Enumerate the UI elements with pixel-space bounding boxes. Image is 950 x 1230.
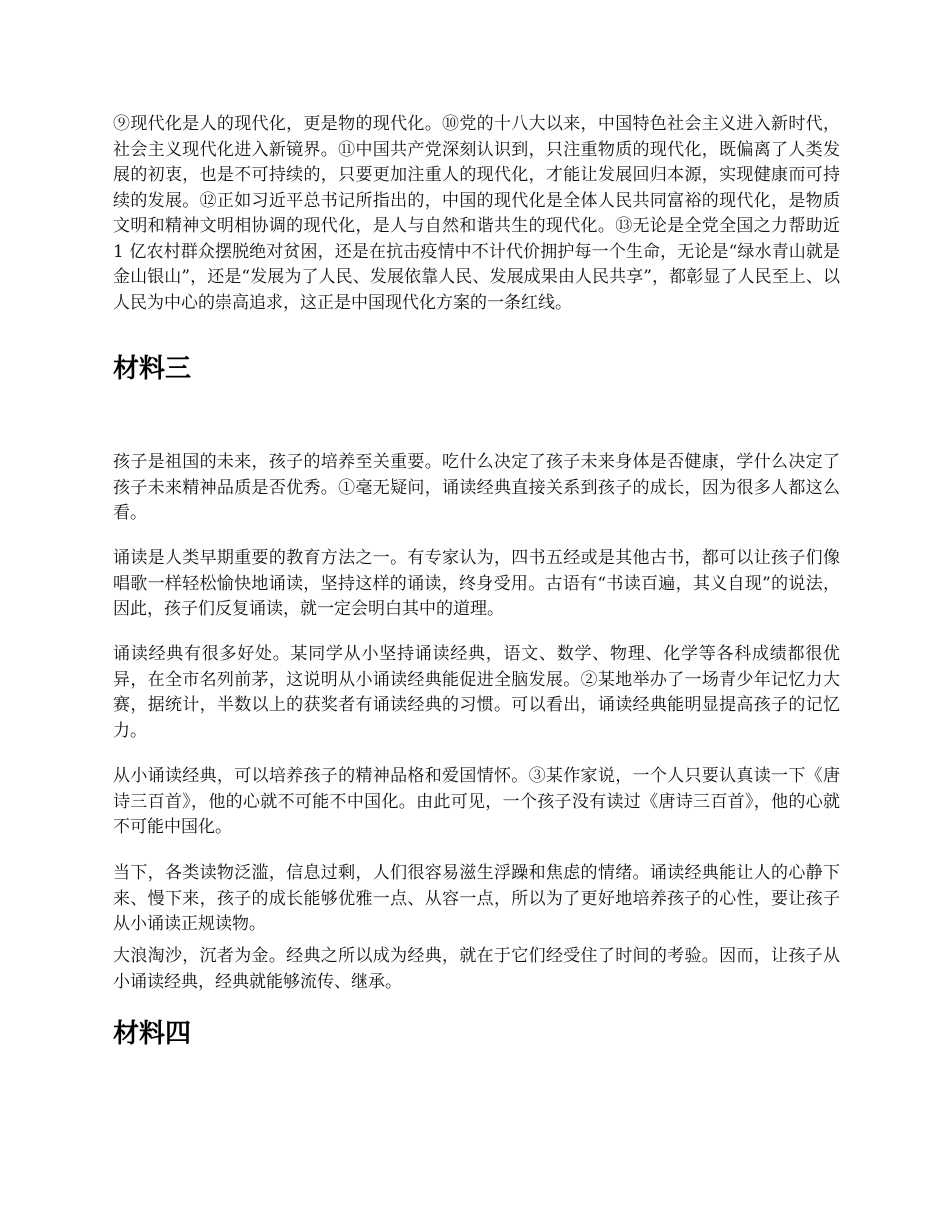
section-three-paragraph-4: 从小诵读经典，可以培养孩子的精神品格和爱国情怀。③某作家说，一个人只要认真读一下《唐诗三百首》，他的心就不可能不中国化。由此可见，一个孩子没有读过《唐诗三百首》，他的心就不可能中国化。 [113, 766, 840, 837]
section-three-paragraph-6: 大浪淘沙，沉者为金。经典之所以成为经典，就在于它们经受住了时间的考验。因而，让孩子从小诵读经典，经典就能够流传、继承。 [113, 946, 840, 992]
section-three-paragraph-1: 孩子是祖国的未来，孩子的培养至关重要。吃什么决定了孩子未来身体是否健康，学什么决定了孩子未来精神品质是否优秀。①毫无疑问，诵读经典直接关系到孩子的成长，因为很多人都这么看。 [113, 452, 840, 523]
section-three-paragraph-5: 当下，各类读物泛滥，信息过剩，人们很容易滋生浮躁和焦虑的情绪。诵读经典能让人的心静下来、慢下来，孩子的成长能够优雅一点、从容一点，所以为了更好地培养孩子的心性，要让孩子从小诵读正规读物。 [113, 863, 840, 934]
section-three-paragraph-3: 诵读经典有很多好处。某同学从小坚持诵读经典，语文、数学、物理、化学等各科成绩都很优异，在全市名列前茅，这说明从小诵读经典能促进全脑发展。②某地举办了一场青少年记忆力大赛，据统计，半数以上的获奖者有诵读经典的习惯。可以看出，诵读经典能明显提高孩子的记忆力。 [113, 644, 840, 741]
section-three-heading: 材料三 [113, 354, 192, 384]
section-four-heading: 材料四 [113, 1019, 192, 1049]
section-two-paragraph: ⑨现代化是人的现代化，更是物的现代化。⑩党的十八大以来，中国特色社会主义进入新时代，社会主义现代化进入新镜界。⑪中国共产党深刻认识到，只注重物质的现代化，既偏离了人类发展的初衷，也是不可持续的，只要更加注重人的现代化，才能让发展回归本源，实现健康而可持续的发展。⑫正如习近平总书记所指出的，中国的现代化是全体人民共同富裕的现代化，是物质文明和精神文明相协调的现代化，是人与自然和谐共生的现代化。⑬无论是全党全国之力帮助近 1 亿农村群众摆脱绝对贫困，还是在抗击疫情中不计代价拥护每一个生命，无论是“绿水青山就是金山银山”，还是“发展为了人民、发展依靠人民、发展成果由人民共享”，都彰显了人民至上、以人民为中心的崇高追求，这正是中国现代化方案的一条红线。 [113, 114, 840, 313]
section-three-paragraph-2: 诵读是人类早期重要的教育方法之一。有专家认为，四书五经或是其他古书，都可以让孩子们像唱歌一样轻松愉快地诵读，坚持这样的诵读，终身受用。古语有“书读百遍，其义自现”的说法，因此，孩子们反复诵读，就一定会明白其中的道理。 [113, 548, 840, 619]
